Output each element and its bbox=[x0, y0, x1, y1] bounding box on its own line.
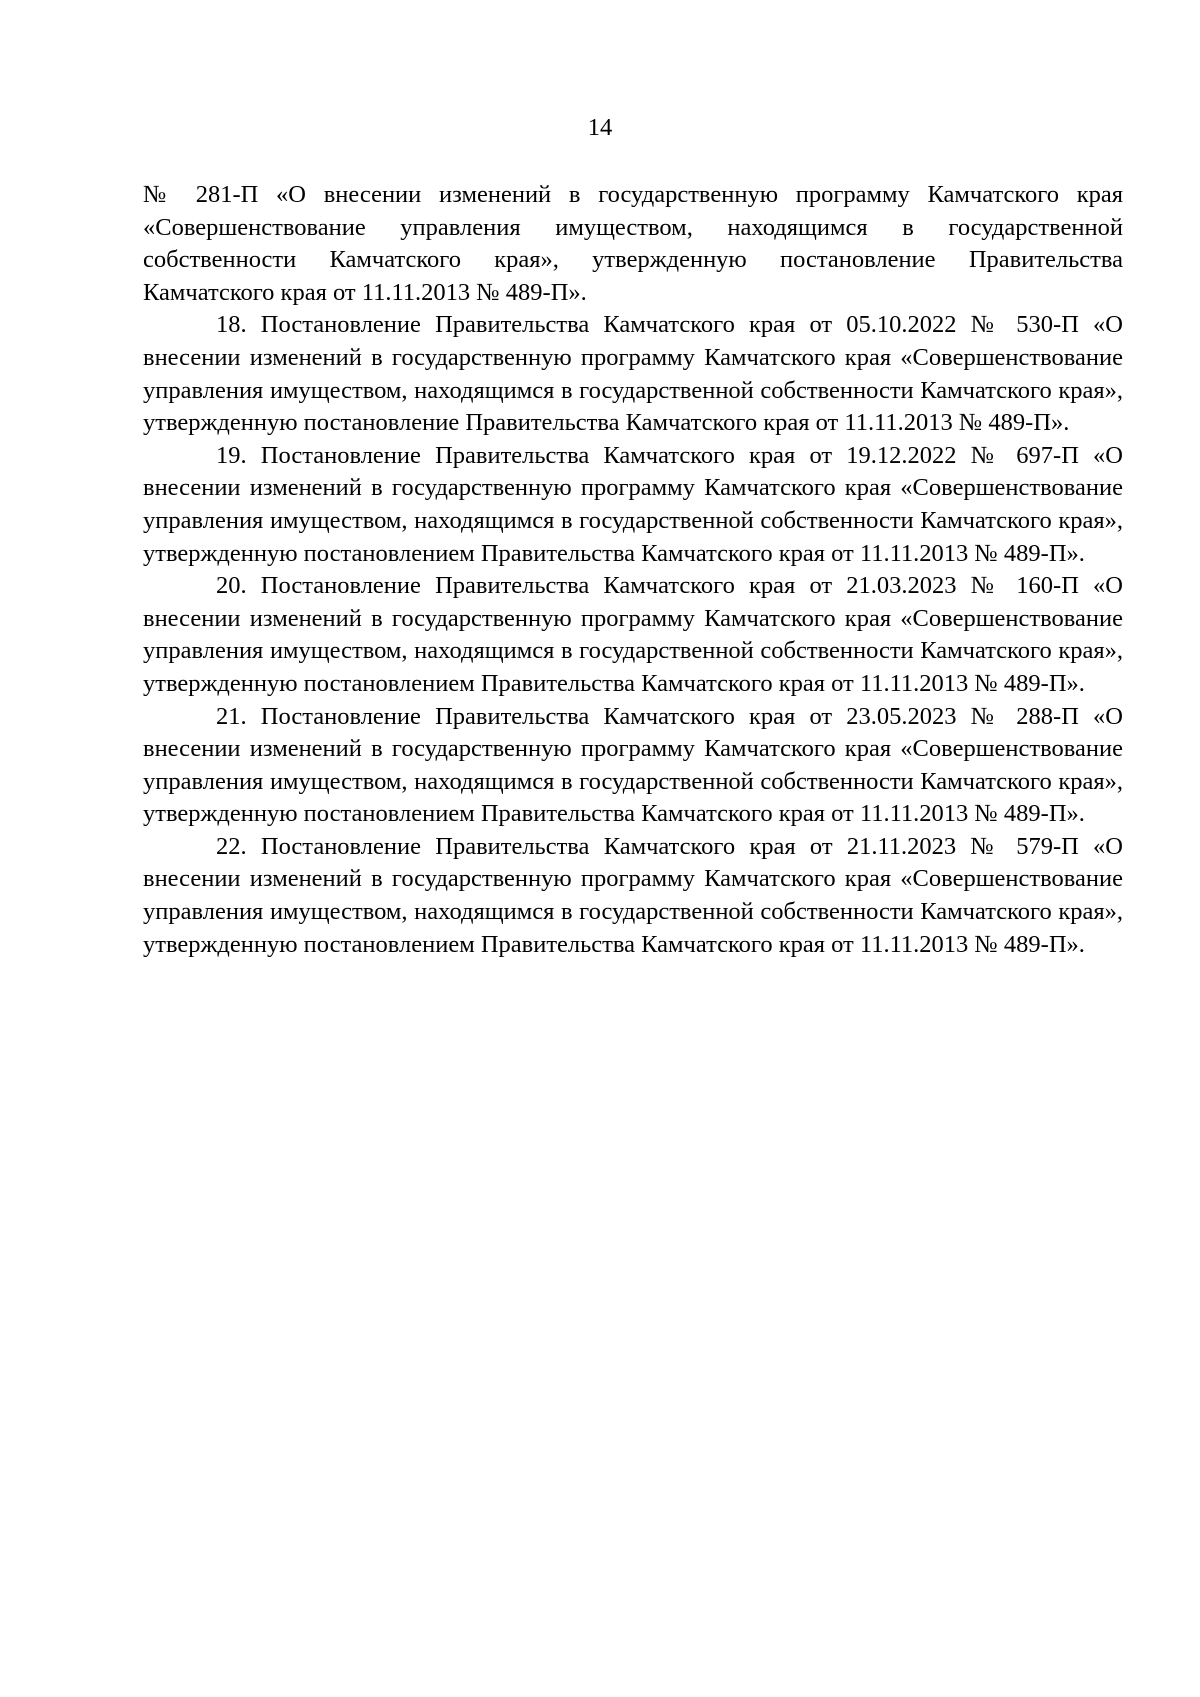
paragraph-continuation: № 281-П «О внесении изменений в государственную программу Камчатского края «Совершенствование управления имуществом, находящимся в государственной собственности Камчатского края», утвержденную постановление Правительства Камчатского края от 11.11.2013 № 489-П». bbox=[143, 181, 1123, 306]
list-item-20: 20. Постановление Правительства Камчатского края от 21.03.2023 № 160-П «О внесении изменений в государственную программу Камчатского края «Совершенствование управления имуществом, находящимся в государственной собственности Камчатского края», утвержденную постановлением Правительства Камчатского края от 11.11.2013 № 489-П». bbox=[143, 572, 1123, 697]
list-item-18: 18. Постановление Правительства Камчатского края от 05.10.2022 № 530-П «О внесении изменений в государственную программу Камчатского края «Совершенствование управления имуществом, находящимся в государственной собственности Камчатского края», утвержденную постановление Правительства Камчатского края от 11.11.2013 № 489-П». bbox=[143, 311, 1123, 437]
list-item-21: 21. Постановление Правительства Камчатского края от 23.05.2023 № 288-П «О внесении изменений в государственную программу Камчатского края «Совершенствование управления имуществом, находящимся в государственной собственности Камчатского края», утвержденную постановлением Правительства Камчатского края от 11.11.2013 № 489-П». bbox=[143, 702, 1123, 828]
document-body bbox=[143, 179, 1123, 961]
list-item-19: 19. Постановление Правительства Камчатского края от 19.12.2022 № 697-П «О внесении изменений в государственную программу Камчатского края «Совершенствование управления имуществом, находящимся в государственной собственности Камчатского края», утвержденную постановлением Правительства Камчатского края от 11.11.2013 № 489-П». bbox=[143, 441, 1123, 567]
list-item-22: 22. Постановление Правительства Камчатского края от 21.11.2023 № 579-П «О внесении изменений в государственную программу Камчатского края «Совершенствование управления имуществом, находящимся в государственной собственности Камчатского края», утвержденную постановлением Правительства Камчатского края от 11.11.2013 № 489-П». bbox=[143, 832, 1123, 958]
page-number: 14 bbox=[587, 114, 613, 141]
